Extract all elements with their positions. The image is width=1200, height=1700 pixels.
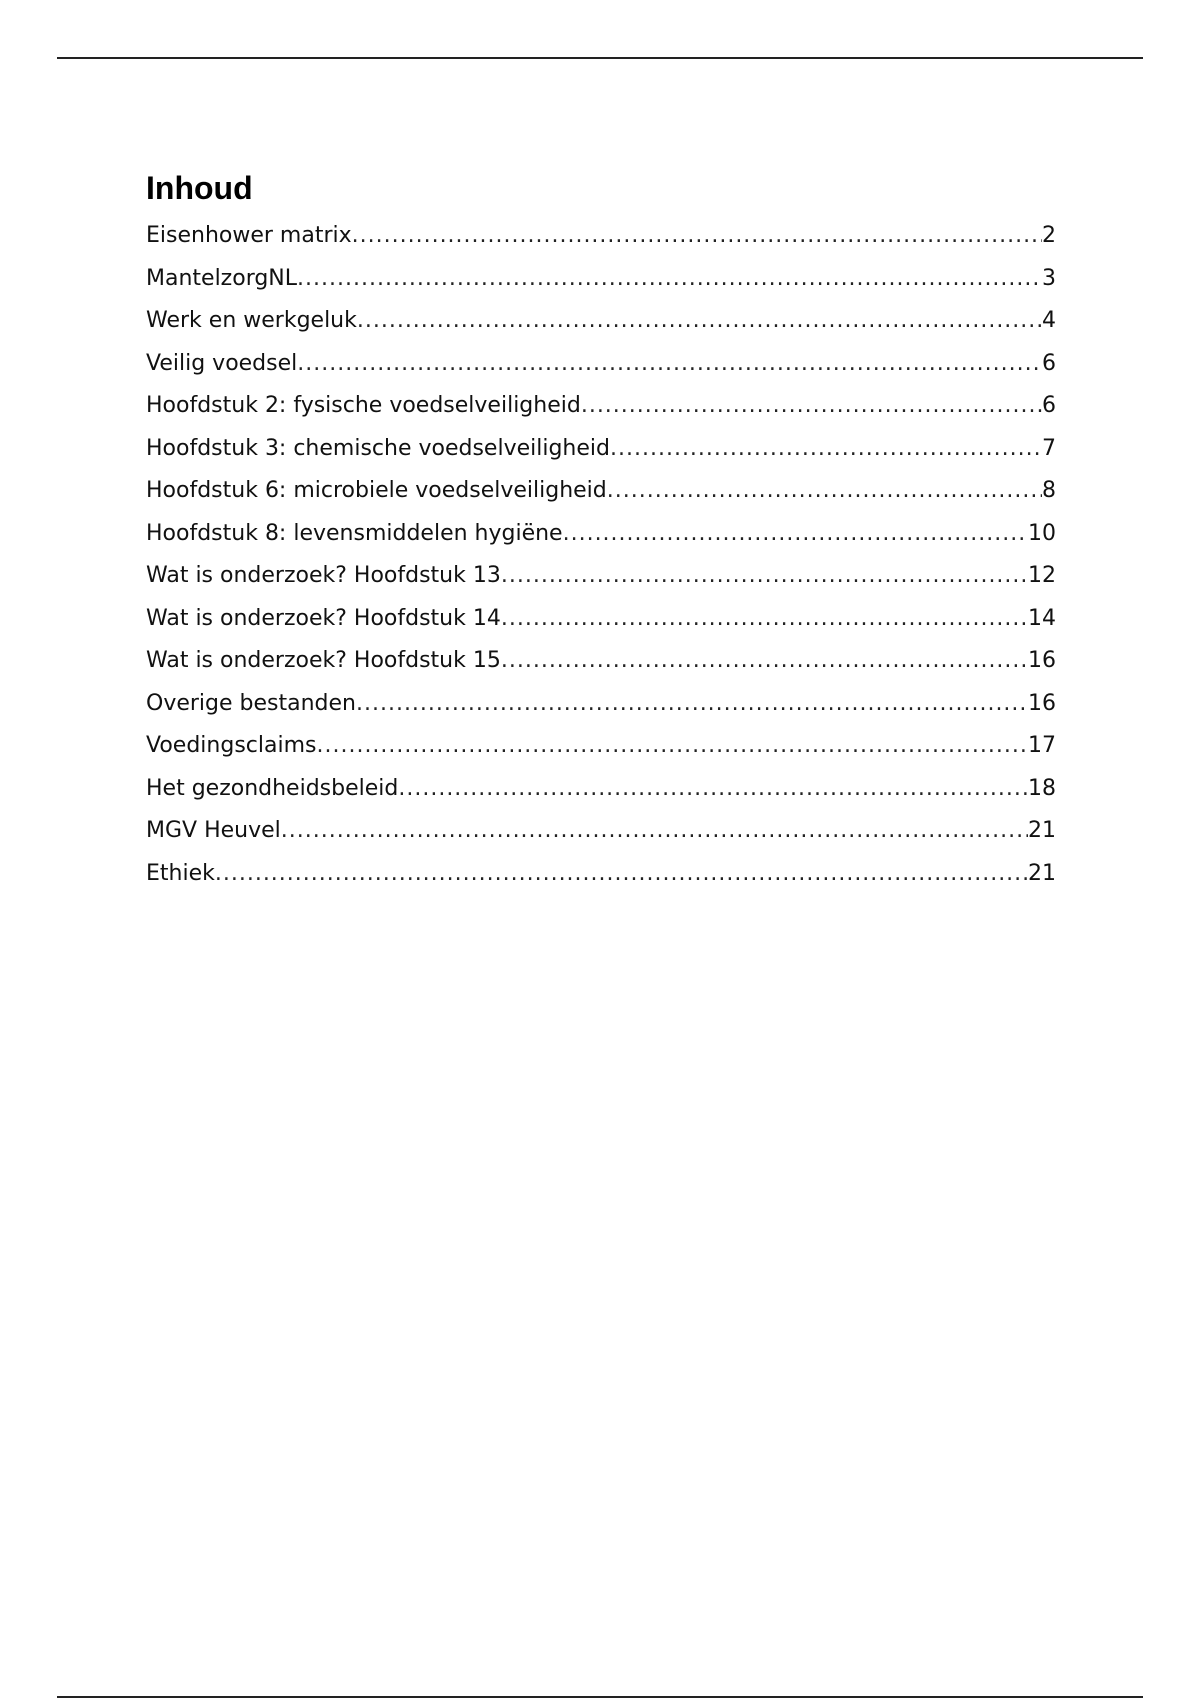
toc-entry[interactable]: [146, 732, 1056, 775]
toc-entry-label: Werk en werkgeluk: [146, 308, 357, 333]
toc-dot-leader: [352, 222, 1042, 250]
toc-dot-leader: [501, 562, 1028, 590]
toc-entry-page: 21: [1028, 818, 1056, 843]
toc-entry-page: 18: [1028, 775, 1056, 801]
toc-entry-label: Voedingsclaims: [146, 733, 317, 758]
toc-entry-label: Hoofdstuk 3: chemische voedselveiligheid: [146, 435, 610, 461]
toc-entry-label: Hoofdstuk 2: fysische voedselveiligheid: [146, 393, 581, 418]
toc-entry[interactable]: [146, 775, 1056, 818]
toc-entry-page: 12: [1028, 563, 1056, 588]
toc-entry[interactable]: [146, 520, 1056, 563]
toc-entry-page: 6: [1042, 350, 1056, 376]
toc-entry-page: 4: [1042, 308, 1056, 333]
toc-dot-leader: [610, 435, 1042, 463]
toc-entry-label: Hoofdstuk 8: levensmiddelen hygiëne: [146, 520, 563, 546]
toc-entry-list: [146, 222, 1056, 902]
toc-dot-leader: [501, 647, 1028, 675]
toc-entry[interactable]: [146, 860, 1056, 903]
toc-dot-leader: [607, 477, 1042, 505]
toc-dot-leader: [398, 775, 1028, 803]
toc-entry-page: 14: [1028, 605, 1056, 631]
header-rule: [57, 57, 1143, 59]
toc-entry-page: 10: [1028, 520, 1056, 546]
toc-entry-page: 16: [1028, 648, 1056, 673]
toc-entry-label: Het gezondheidsbeleid: [146, 775, 399, 801]
footer-rule: [57, 1696, 1143, 1698]
toc-dot-leader: [356, 690, 1028, 718]
toc-entry-page: 6: [1042, 393, 1056, 418]
toc-entry-label: Ethiek: [146, 860, 215, 886]
toc-entry[interactable]: [146, 307, 1056, 350]
toc-entry-label: Overige bestanden: [146, 690, 356, 716]
toc-dot-leader: [563, 520, 1028, 548]
toc-entry[interactable]: [146, 435, 1056, 478]
toc-entry-label: Veilig voedsel: [146, 350, 298, 376]
toc-entry-page: 7: [1042, 435, 1056, 461]
toc-dot-leader: [281, 817, 1028, 845]
toc-title: Inhoud: [146, 170, 253, 206]
toc-entry-page: 2: [1042, 223, 1056, 248]
toc-entry-label: MantelzorgNL: [146, 265, 298, 291]
toc-entry-page: 8: [1042, 478, 1056, 503]
toc-dot-leader: [297, 350, 1042, 378]
toc-entry[interactable]: [146, 605, 1056, 648]
toc-dot-leader: [297, 265, 1042, 293]
toc-entry[interactable]: [146, 817, 1056, 860]
table-of-contents: [146, 168, 1056, 902]
toc-dot-leader: [316, 732, 1028, 760]
toc-entry-label: Wat is onderzoek? Hoofdstuk 14: [146, 605, 501, 631]
toc-dot-leader: [357, 307, 1042, 335]
toc-entry-label: Wat is onderzoek? Hoofdstuk 15: [146, 648, 501, 673]
toc-entry-label: Wat is onderzoek? Hoofdstuk 13: [146, 563, 501, 588]
toc-entry[interactable]: [146, 222, 1056, 265]
toc-entry[interactable]: [146, 647, 1056, 690]
toc-entry[interactable]: [146, 477, 1056, 520]
toc-entry-label: Eisenhower matrix: [146, 223, 352, 248]
toc-entry-page: 17: [1028, 733, 1056, 758]
toc-entry[interactable]: [146, 562, 1056, 605]
toc-dot-leader: [215, 860, 1028, 888]
toc-entry-page: 21: [1028, 860, 1056, 886]
toc-entry-label: MGV Heuvel: [146, 818, 281, 843]
toc-dot-leader: [581, 392, 1042, 420]
toc-entry-label: Hoofdstuk 6: microbiele voedselveiligheid: [146, 478, 607, 503]
toc-entry[interactable]: [146, 392, 1056, 435]
toc-dot-leader: [501, 605, 1028, 633]
toc-entry[interactable]: [146, 350, 1056, 393]
toc-entry-page: 3: [1042, 265, 1056, 291]
toc-entry[interactable]: [146, 690, 1056, 733]
toc-entry-page: 16: [1028, 690, 1056, 716]
toc-entry[interactable]: [146, 265, 1056, 308]
